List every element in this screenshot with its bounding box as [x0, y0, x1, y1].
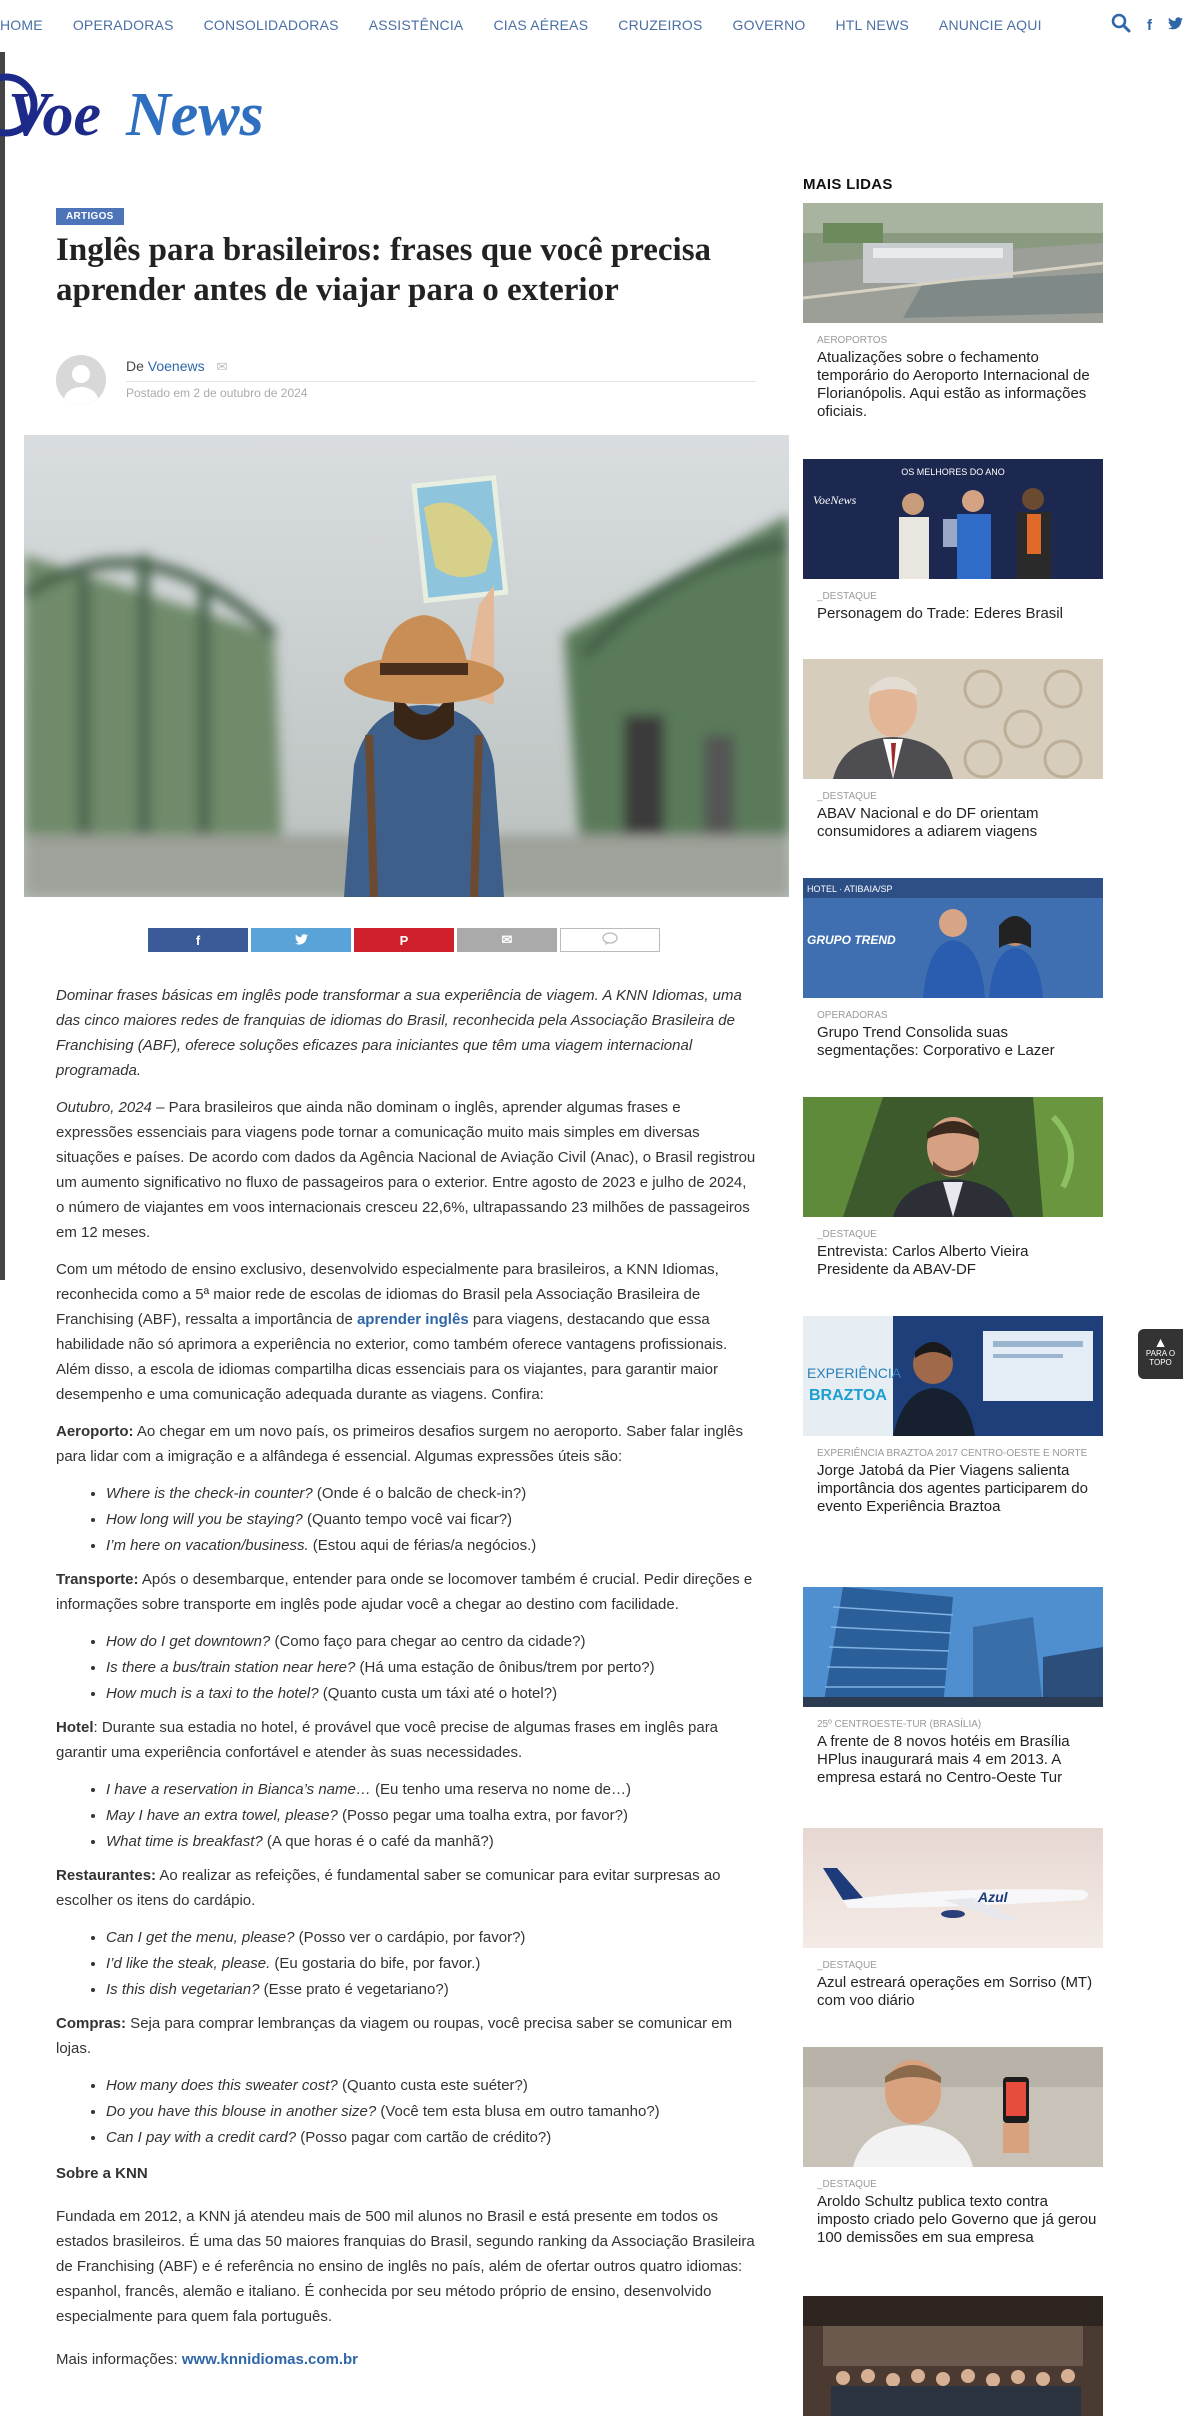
story-headline[interactable]: ABAV Nacional e do DF orientam consumidores a adiarem viagens [817, 805, 1039, 840]
list-item: • May I have an extra towel, please? (Posso pegar uma toalha extra, por favor?) [106, 1803, 756, 1829]
list-item: • Is this dish vegetarian? (Esse prato é vegetariano?) [106, 1977, 756, 2003]
list-item: • I’m here on vacation/business. (Estou aqui de férias/a negócios.) [106, 1533, 756, 1559]
category-badge[interactable]: ARTIGOS [56, 208, 124, 225]
nav-anuncie-aqui[interactable]: ANUNCIE AQUI [938, 17, 1042, 33]
list-item: • Where is the check-in counter? (Onde é o balcão de check-in?) [106, 1481, 756, 1507]
author-line [126, 358, 227, 375]
svg-text:BRAZTOA: BRAZTOA [809, 1387, 887, 1404]
author-link[interactable]: Voenews [147, 358, 205, 374]
phrase-list [56, 1481, 756, 1559]
nav-governo[interactable]: GOVERNO [732, 17, 806, 33]
story-tag[interactable]: OPERADORAS [817, 1010, 888, 1021]
story-thumbnail[interactable] [803, 2047, 1103, 2167]
story-headline[interactable]: Personagem do Trade: Ederes Brasil [817, 605, 1063, 622]
hero-image [24, 435, 789, 897]
svg-text:News: News [126, 81, 264, 149]
comments-button[interactable] [560, 928, 660, 952]
list-item: • How do I get downtown? (Como faço para chegar ao centro da cidade?) [106, 1629, 756, 1655]
left-edge-bar [0, 52, 5, 1280]
story-tag[interactable]: _DESTAQUE [817, 1960, 877, 1971]
section-hotel: Hotel: Durante sua estadia no hotel, é provável que você precise de algumas frases em inglês para garantir uma experiência confortável e atender às suas necessidades. [56, 1719, 719, 1761]
list-item: • Is there a bus/train station near here? (Há uma estação de ônibus/trem por perto?) [106, 1655, 756, 1681]
svg-text:HOTEL · ATIBAIA/SP: HOTEL · ATIBAIA/SP [807, 884, 893, 894]
nav-consolidadoras[interactable]: CONSOLIDADORAS [203, 17, 339, 33]
author-avatar[interactable] [56, 355, 106, 405]
list-item: • How much is a taxi to the hotel? (Quanto custa um táxi até o hotel?) [106, 1681, 756, 1707]
phrase-list [56, 2073, 756, 2151]
meta-divider [126, 381, 756, 382]
share-email-button[interactable] [457, 928, 557, 952]
svg-text:Voe: Voe [8, 81, 101, 149]
list-item: • What time is breakfast? (A que horas é o café da manhã?) [106, 1829, 756, 1855]
envelope-icon: ✉ [501, 932, 513, 947]
sidebar-story[interactable] [803, 1587, 1103, 1787]
story-tag[interactable]: _DESTAQUE [817, 591, 877, 602]
story-tag[interactable]: EXPERIÊNCIA BRAZTOA 2017 CENTRO-OESTE E NORTE [817, 1448, 1088, 1459]
section-restaurantes: Restaurantes: Ao realizar as refeições, é fundamental saber se comunicar para evitar surpresas ao escolher os itens do cardápio. [56, 1867, 721, 1909]
list-item: • I’d like the steak, please. (Eu gostaria do bife, por favor.) [106, 1951, 756, 1977]
back-to-top-button[interactable] [1138, 1329, 1183, 1379]
article-lead: Dominar frases básicas em inglês pode transformar a sua experiência de viagem. A KNN Idiomas, uma das cinco maiores redes de franquias de idiomas do Brasil, reconhecida pela Associação Brasileira de Franchising (ABF), oferece soluções eficazes para iniciantes que têm uma viagem internacional programada. [56, 987, 742, 1079]
story-headline[interactable]: Atualizações sobre o fechamento temporário do Aeroporto Internacional de Florianópolis. Aqui estão as informações oficiais. [817, 349, 1090, 420]
article-body [56, 983, 756, 2384]
back-to-top-label: PARA O TOPO [1145, 1349, 1176, 1367]
story-thumbnail[interactable] [803, 878, 1103, 998]
story-headline[interactable]: A frente de 8 novos hotéis em Brasília HPlus inaugurará mais 4 em 2013. A empresa estará no Centro-Oeste Tur [817, 1733, 1070, 1786]
nav-icons [1095, 0, 1183, 50]
sidebar-story[interactable] [803, 459, 1103, 623]
story-thumbnail[interactable] [803, 1587, 1103, 1707]
about-text: Fundada em 2012, a KNN já atendeu mais de 500 mil alunos no Brasil e está presente em todos os estados brasileiros. É uma das 50 maiores franquias do Brasil, segundo ranking da Associação Brasileira de Franchising (ABF) e é referência no ensino de inglês no país, além de ofertar outros quatro idiomas: espanhol, francês, alemão e italiano. É conhecida por seu método próprio de ensino, desenvolvido especialmente para quem fala português. [56, 2208, 755, 2325]
story-tag[interactable]: _DESTAQUE [817, 1229, 877, 1240]
sidebar-story[interactable] [803, 2047, 1103, 2247]
story-headline[interactable]: Azul estreará operações em Sorriso (MT) com voo diário [817, 1974, 1093, 2009]
sidebar-story[interactable] [803, 659, 1103, 841]
story-headline[interactable]: Entrevista: Carlos Alberto Vieira Presidente da ABAV-DF [817, 1243, 1029, 1278]
sidebar-story[interactable] [803, 203, 1103, 421]
svg-text:EXPERIÊNCIA: EXPERIÊNCIA [807, 1365, 902, 1381]
story-thumbnail[interactable] [803, 203, 1103, 323]
svg-text:GRUPO TREND: GRUPO TREND [807, 933, 896, 947]
story-thumbnail[interactable] [803, 1097, 1103, 1217]
arrow-up-icon: ▲ [1153, 1334, 1168, 1350]
nav-operadoras[interactable]: OPERADORAS [72, 17, 174, 33]
about-heading: Sobre a KNN [56, 2165, 148, 2182]
knn-website-link[interactable]: www.knnidiomas.com.br [181, 2351, 359, 2368]
section-aeroporto: Aeroporto: Ao chegar em um novo país, os primeiros desafios surgem no aeroporto. Saber falar inglês para lidar com a imigração e a alfândega é essencial. Algumas expressões úteis são: [56, 1423, 743, 1465]
svg-text:OS MELHORES DO ANO: OS MELHORES DO ANO [901, 467, 1005, 477]
paragraph: Com um método de ensino exclusivo, desenvolvido especialmente para brasileiros, a KNN Idiomas, reconhecida como a 5ª maior rede de escolas de idiomas do Brasil pela Associação Brasileira de Franchising (ABF), ressalta a importância de aprender inglês para viagens, destacando que essa habilidade não só aprimora a experiência no exterior, como também oferece vantagens profissionais. Além disso, a escola de idiomas compartilha dicas essenciais para os viajantes, para garantir maior desempenho e uma comunicação adequada durante as viagens. Confira: [56, 1261, 728, 1403]
svg-text:Azul: Azul [978, 1889, 1008, 1905]
nav-assistencia[interactable]: ASSISTÊNCIA [368, 17, 464, 33]
story-tag[interactable]: 25º CENTROESTE-TUR (BRASÍLIA) [817, 1719, 982, 1730]
article-title: Inglês para brasileiros: frases que você precisa aprender antes de viajar para o exterior [56, 232, 712, 308]
paragraph: Outubro, 2024 – Para brasileiros que ainda não dominam o inglês, aprender algumas frases e expressões essenciais para viagens pode tornar a comunicação muito mais simples em diversas situações e países. De acordo com dados da Agência Nacional de Aviação Civil (Anac), o Brasil registrou um aumento significativo no fluxo de passageiros para o exterior. Entre agosto de 2023 e julho de 2024, o número de viajantes em voos internacionais cresceu 22,6%, ultrapassando 23 milhões de passageiros em 12 meses. [56, 1099, 756, 1241]
list-item: • How long will you be staying? (Quanto tempo você vai ficar?) [106, 1507, 756, 1533]
sidebar-title: MAIS LIDAS [803, 176, 893, 193]
share-bar [148, 928, 663, 952]
story-headline[interactable]: Grupo Trend Consolida suas segmentações: Corporativo e Lazer [817, 1024, 1055, 1059]
section-transporte: Transporte: Após o desembarque, entender para onde se locomover também é crucial. Pedir direções e informações sobre transporte em inglês pode ajudar você a chegar ao destino com facilidade. [56, 1571, 753, 1613]
story-headline[interactable]: Jorge Jatobá da Pier Viagens salienta importância dos agentes participarem do evento Experiência Braztoa [817, 1462, 1088, 1515]
sidebar-story[interactable] [803, 1316, 1103, 1516]
share-pinterest-button[interactable] [354, 928, 454, 952]
more-info: Mais informações: www.knnidiomas.com.br [56, 2351, 359, 2368]
nav-cias-aereas[interactable]: CIAS AÉREAS [493, 17, 589, 33]
story-thumbnail[interactable] [803, 659, 1103, 779]
nav-cruzeiros[interactable]: CRUZEIROS [618, 17, 703, 33]
list-item: • Can I get the menu, please? (Posso ver o cardápio, por favor?) [106, 1925, 756, 1951]
posted-date: Postado em 2 de outubro de 2024 [126, 386, 308, 400]
story-thumbnail[interactable] [803, 2296, 1103, 2416]
share-twitter-button[interactable] [251, 928, 351, 952]
twitter-icon[interactable] [1168, 17, 1183, 34]
story-thumbnail[interactable] [803, 1316, 1103, 1436]
comment-icon [602, 932, 618, 948]
facebook-icon: f [195, 932, 201, 948]
nav-home[interactable]: HOME [0, 17, 43, 33]
facebook-icon[interactable]: f [1147, 16, 1152, 34]
author-prefix: De [126, 358, 144, 374]
list-item: • How many does this sweater cost? (Quanto custa este suéter?) [106, 2073, 756, 2099]
story-tag[interactable]: _DESTAQUE [817, 2179, 877, 2190]
sidebar-story[interactable] [803, 878, 1103, 1060]
inline-link-aprender-ingles[interactable]: aprender inglês [356, 1311, 469, 1328]
section-compras: Compras: Seja para comprar lembranças da viagem ou roupas, você precisa saber se comunicar em lojas. [56, 2015, 733, 2057]
svg-text:VoeNews: VoeNews [813, 493, 857, 507]
top-navigation [0, 0, 1183, 50]
nav-links [0, 0, 1072, 50]
twitter-icon [295, 933, 308, 948]
pinterest-icon: P [399, 932, 409, 948]
sidebar-story[interactable] [803, 2296, 1103, 2416]
phrase-list [56, 1925, 756, 2003]
sidebar-story[interactable] [803, 1828, 1103, 2010]
sidebar-story[interactable] [803, 1097, 1103, 1279]
story-thumbnail[interactable] [803, 1828, 1103, 1948]
nav-htl-news[interactable]: HTL NEWS [835, 17, 909, 33]
story-thumbnail[interactable] [803, 459, 1103, 579]
search-icon[interactable] [1111, 13, 1131, 37]
list-item: • I have a reservation in Bianca’s name… (Eu tenho uma reserva no nome de…) [106, 1777, 756, 1803]
list-item: • Do you have this blouse in another size? (Você tem esta blusa em outro tamanho?) [106, 2099, 756, 2125]
story-tag[interactable]: _DESTAQUE [817, 791, 877, 802]
mail-icon[interactable]: ✉ [216, 359, 228, 374]
site-logo[interactable] [0, 60, 300, 160]
paragraph-date: Outubro, 2024 [56, 1099, 152, 1116]
phrase-list [56, 1629, 756, 1707]
list-item: • Can I pay with a credit card? (Posso pagar com cartão de crédito?) [106, 2125, 756, 2151]
share-facebook-button[interactable] [148, 928, 248, 952]
phrase-list [56, 1777, 756, 1855]
story-tag[interactable]: AEROPORTOS [817, 335, 888, 346]
story-headline[interactable]: Aroldo Schultz publica texto contra imposto criado pelo Governo que já gerou 100 demissões em sua empresa [817, 2193, 1097, 2246]
